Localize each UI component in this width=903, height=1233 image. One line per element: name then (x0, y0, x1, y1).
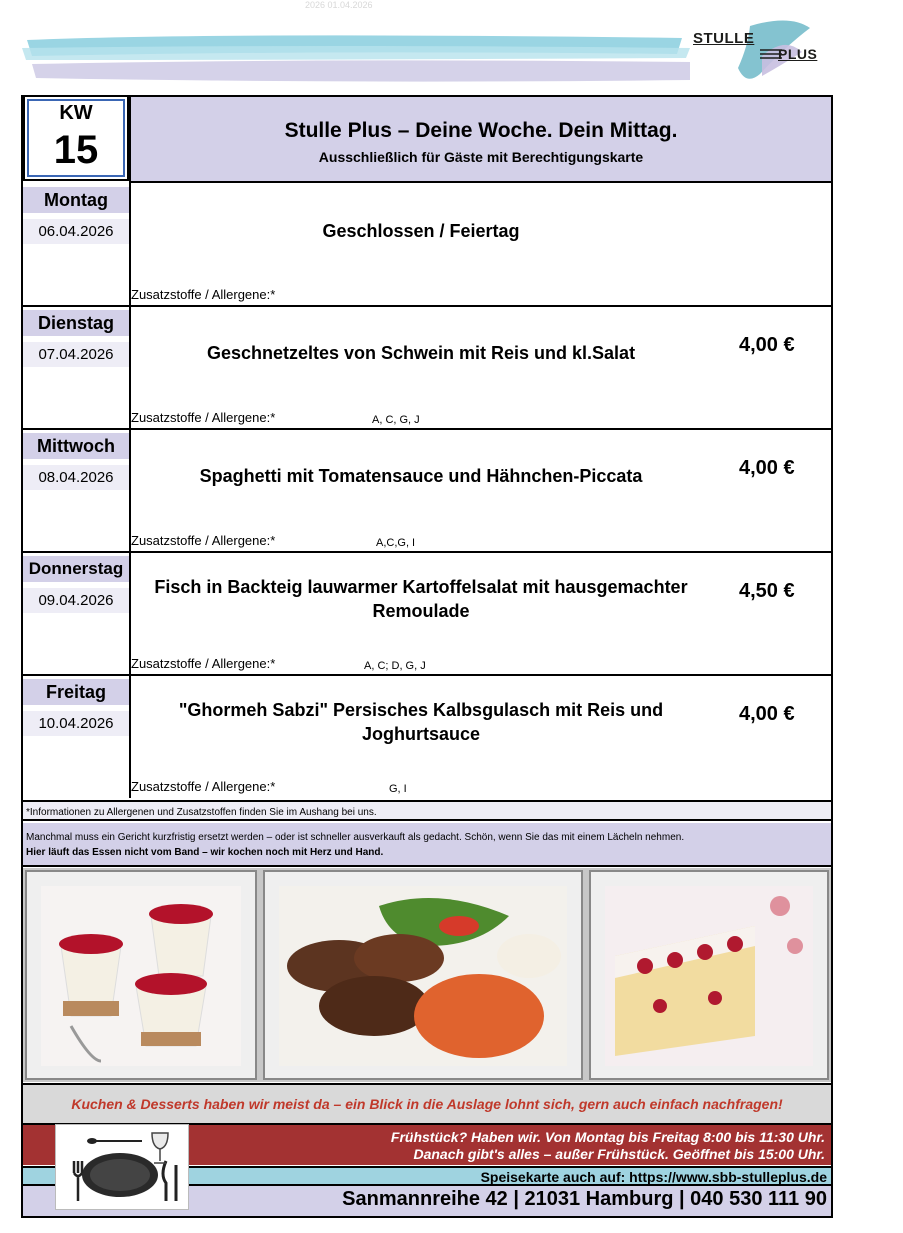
day-row-dienstag (23, 306, 831, 429)
website-link[interactable]: Speisekarte auch auf: https://www.sbb-stulleplus.de (480, 1169, 827, 1185)
plate-cutlery-image (55, 1124, 189, 1210)
dessert-glass-icon (41, 886, 241, 1066)
address-text: Sanmannreihe 42 | 21031 Hamburg | 040 530 111 90 (342, 1188, 827, 1210)
day-date: 10.04.2026 (23, 711, 129, 736)
dish-name: "Ghormeh Sabzi" Persisches Kalbsgulasch mit Reis und Joghurtsauce (178, 700, 664, 744)
allergen-label: Zusatzstoffe / Allergene:* (131, 410, 276, 425)
cake-photo (589, 870, 829, 1080)
page-subtitle: Ausschließlich für Gäste mit Berechtigungskarte (318, 149, 644, 165)
allergen-info-note: *Informationen zu Allergenen und Zusatzstoffen finden Sie im Aushang bei uns. (23, 800, 831, 821)
top-faint-text: 2026 01.04.2026 (305, 0, 373, 10)
dish-name: Geschnetzeltes von Schwein mit Reis und kl.Salat (206, 343, 636, 363)
header-title-box (131, 95, 831, 183)
breakfast-line-1: Frühstück? Haben wir. Von Montag bis Freitag 8:00 bis 11:30 Uhr. (390, 1129, 825, 1145)
allergen-label: Zusatzstoffe / Allergene:* (131, 533, 276, 548)
breakfast-line-2: Danach gibt's alles – außer Frühstück. Geöffnet bis 15:00 Uhr. (413, 1146, 825, 1162)
day-date: 07.04.2026 (23, 342, 129, 367)
allergen-label: Zusatzstoffe / Allergene:* (131, 779, 276, 794)
dish-name: Geschlossen / Feiertag (322, 221, 520, 241)
day-row-mittwoch (23, 429, 831, 552)
day-name: Montag (23, 187, 129, 213)
week-label: KW (59, 102, 93, 124)
plate-cutlery-icon (56, 1125, 190, 1211)
day-name: Mittwoch (23, 433, 129, 459)
info-note (23, 823, 831, 867)
logo-text-stulle: STULLE (693, 30, 755, 47)
day-date: 06.04.2026 (23, 219, 129, 244)
allergen-codes: G, I (389, 783, 407, 795)
dish-name: Fisch in Backteig lauwarmer Kartoffelsalat mit hausgemachter Remoulade (154, 577, 688, 621)
day-name: Freitag (23, 679, 129, 705)
day-name: Donnerstag (23, 556, 129, 582)
day-row-freitag (23, 675, 831, 798)
page-title: Stulle Plus – Deine Woche. Dein Mittag. (284, 119, 678, 142)
replace-note: Manchmal muss ein Gericht kurzfristig ersetzt werden – oder ist schneller ausverkauft als gedacht. Schön, wenn Sie das mit einem Lächeln nehmen. (26, 832, 685, 843)
day-date: 09.04.2026 (23, 588, 129, 613)
logo-text-plus: PLUS (778, 46, 818, 62)
day-row-montag (23, 183, 831, 306)
dish-price: 4,00 € (739, 334, 795, 356)
allergen-codes: A,C,G, I (376, 537, 416, 549)
dish-name: Spaghetti mit Tomatensauce und Hähnchen-Piccata (199, 466, 643, 486)
dessert-photo (25, 870, 257, 1080)
food-photos (23, 868, 831, 1082)
week-number: 15 (53, 128, 99, 172)
kuchen-note: Kuchen & Desserts haben wir meist da – ein Blick in die Auslage lohnt sich, gern auch einfach nachfragen! (23, 1083, 831, 1123)
allergen-codes: A, C, G, J (372, 414, 420, 426)
brush-stroke-decoration (22, 30, 690, 86)
week-box (23, 95, 129, 181)
cherry-cake-icon (605, 886, 813, 1066)
day-name: Dienstag (23, 310, 129, 336)
allergen-label: Zusatzstoffe / Allergene:* (131, 287, 276, 302)
stulle-plus-logo (690, 16, 830, 92)
dish-price: 4,50 € (739, 580, 795, 602)
dish-price: 4,00 € (739, 703, 795, 725)
handmade-note: Hier läuft das Essen nicht vom Band – wir kochen noch mit Herz und Hand. (26, 847, 384, 858)
dish-price: 4,00 € (739, 457, 795, 479)
meatballs-rice-icon (279, 886, 567, 1066)
day-row-donnerstag (23, 552, 831, 675)
allergen-label: Zusatzstoffe / Allergene:* (131, 656, 276, 671)
meatballs-photo (263, 870, 583, 1080)
allergen-codes: A, C; D, G, J (364, 660, 426, 672)
day-date: 08.04.2026 (23, 465, 129, 490)
